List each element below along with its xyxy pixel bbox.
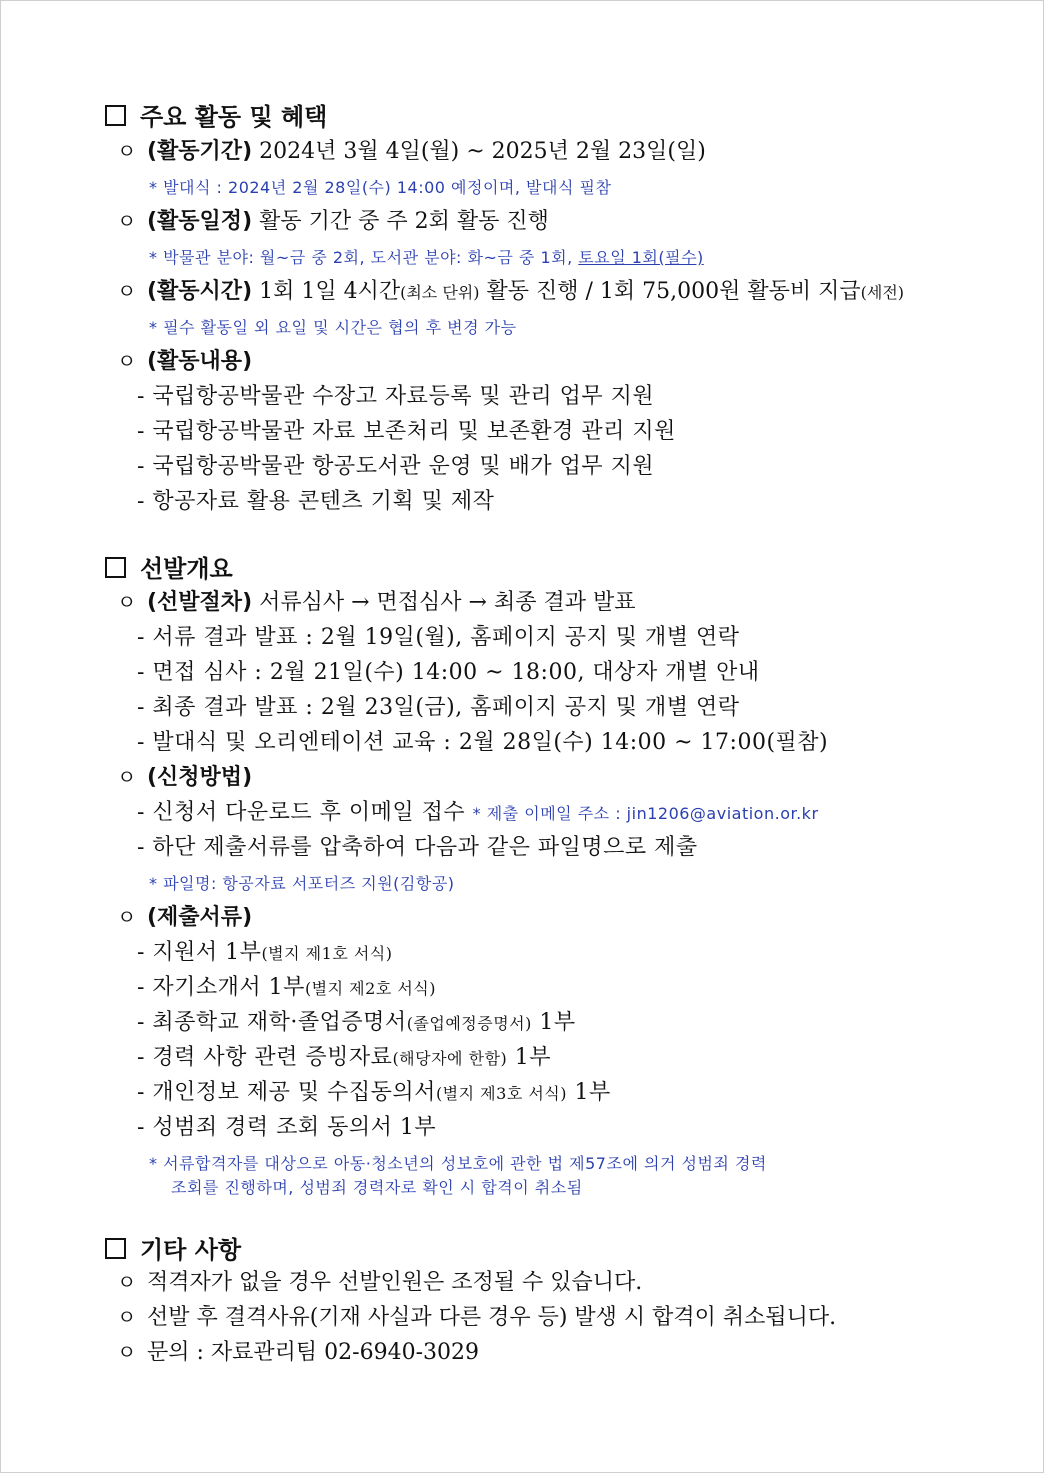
time-text-c: 활동 진행 / 1회 75,000원 활동비 지급	[479, 279, 861, 304]
apply-label: (신청방법)	[147, 765, 253, 790]
activity-schedule	[117, 204, 549, 235]
doc-count: 1부	[507, 1045, 551, 1070]
procedure-label: (선발절차)	[147, 590, 253, 615]
list-item	[137, 970, 436, 1001]
period-note: * 발대식 : 2024년 2월 28일(수) 14:00 예정이며, 발대식 필참	[149, 178, 612, 197]
doc-name: - 지원서 1부	[137, 940, 262, 965]
list-item: - 서류 결과 발표 : 2월 19일(월), 홈페이지 공지 및 개별 연락	[137, 625, 740, 650]
circle-bullet-icon: ㅇ	[117, 209, 137, 233]
etc-item	[117, 1335, 479, 1366]
checkbox-square-icon	[105, 1238, 126, 1259]
period-label: (활동기간)	[147, 139, 253, 164]
schedule-note-text: * 박물관 분야: 월~금 중 2회, 도서관 분야: 화~금 중 1회,	[149, 248, 579, 267]
submit-docs	[117, 900, 252, 931]
doc-name: - 경력 사항 관련 증빙자료	[137, 1045, 393, 1070]
list-item: - 발대식 및 오리엔테이션 교육 : 2월 28일(수) 14:00 ~ 17:00(필참)	[137, 730, 829, 755]
section-title-text: 주요 활동 및 혜택	[140, 103, 328, 131]
email-note: * 제출 이메일 주소 : jin1206@aviation.or.kr	[472, 804, 819, 823]
etc-item	[117, 1265, 642, 1296]
etc-item-text: 적격자가 없을 경우 선발인원은 조정될 수 있습니다.	[147, 1270, 643, 1295]
docs-label: (제출서류)	[147, 905, 253, 930]
doc-detail: (별지 제2호 서식)	[304, 979, 437, 998]
circle-bullet-icon: ㅇ	[117, 139, 137, 163]
circle-bullet-icon: ㅇ	[117, 905, 137, 929]
list-item	[137, 1005, 576, 1036]
circle-bullet-icon: ㅇ	[117, 349, 137, 373]
section-title-selection	[105, 549, 233, 584]
time-note: * 필수 활동일 외 요일 및 시간은 협의 후 변경 가능	[149, 318, 517, 337]
list-item: - 항공자료 활용 콘텐츠 기획 및 제작	[137, 489, 495, 514]
list-item	[137, 1110, 436, 1141]
section-title-text: 기타 사항	[140, 1236, 242, 1264]
section-title-activities	[105, 97, 327, 132]
filename-note: * 파일명: 항공자료 서포터즈 지원(김항공)	[149, 874, 455, 893]
list-item	[137, 1040, 551, 1071]
schedule-label: (활동일정)	[147, 209, 253, 234]
doc-detail: (별지 제1호 서식)	[261, 944, 393, 963]
circle-bullet-icon: ㅇ	[117, 590, 137, 614]
schedule-note	[149, 245, 704, 268]
list-item: - 면접 심사 : 2월 21일(수) 14:00 ~ 18:00, 대상자 개별 안내	[137, 660, 760, 685]
selection-procedure	[117, 585, 635, 616]
list-item	[137, 1075, 611, 1106]
circle-bullet-icon: ㅇ	[117, 1305, 137, 1329]
docs-note-line1: * 서류합격자를 대상으로 아동·청소년의 성보호에 관한 법 제57조에 의거 성범죄 경력	[149, 1154, 767, 1173]
activity-period	[117, 134, 706, 165]
period-text: 2024년 3월 4일(월) ~ 2025년 2월 23일(일)	[252, 139, 706, 164]
docs-note-line2: 조회를 진행하며, 성범죄 경력자로 확인 시 합격이 취소됨	[171, 1178, 583, 1197]
section-title-text: 선발개요	[140, 555, 233, 583]
list-item: - 최종 결과 발표 : 2월 23일(금), 홈페이지 공지 및 개별 연락	[137, 695, 740, 720]
list-item: - 국립항공박물관 자료 보존처리 및 보존환경 관리 지원	[137, 419, 676, 444]
doc-count: 1부	[531, 1010, 576, 1035]
doc-name: - 자기소개서 1부	[137, 975, 305, 1000]
activity-time	[117, 274, 904, 305]
section-title-etc	[105, 1230, 241, 1265]
circle-bullet-icon: ㅇ	[117, 1270, 137, 1294]
activity-content	[117, 344, 252, 375]
circle-bullet-icon: ㅇ	[117, 1340, 137, 1364]
list-item	[137, 935, 393, 966]
schedule-note-underlined: 토요일 1회(필수)	[578, 248, 704, 267]
doc-detail: (별지 제3호 서식)	[435, 1084, 568, 1103]
apply-item-text: - 신청서 다운로드 후 이메일 접수	[137, 800, 473, 825]
etc-item	[117, 1300, 836, 1331]
list-item: - 국립항공박물관 항공도서관 운영 및 배가 업무 지원	[137, 454, 655, 479]
doc-detail: (해당자에 한함)	[392, 1049, 508, 1068]
doc-name: - 개인정보 제공 및 수집동의서	[137, 1080, 436, 1105]
doc-detail: (졸업예정증명서)	[406, 1014, 532, 1033]
procedure-text: 서류심사 → 면접심사 → 최종 결과 발표	[252, 590, 636, 615]
etc-item-text: 문의 : 자료관리팀 02-6940-3029	[147, 1340, 479, 1365]
time-text-d: (세전)	[860, 283, 905, 302]
checkbox-square-icon	[105, 557, 126, 578]
doc-name: - 성범죄 경력 조회 동의서 1부	[137, 1115, 437, 1140]
time-text-a: 1회 1일 4시간	[252, 279, 401, 304]
etc-item-text: 선발 후 결격사유(기재 사실과 다른 경우 등) 발생 시 합격이 취소됩니다.	[147, 1305, 837, 1330]
checkbox-square-icon	[105, 105, 126, 126]
list-item: - 국립항공박물관 수장고 자료등록 및 관리 업무 지원	[137, 384, 655, 409]
circle-bullet-icon: ㅇ	[117, 765, 137, 789]
doc-count: 1부	[567, 1080, 611, 1105]
circle-bullet-icon: ㅇ	[117, 279, 137, 303]
doc-name: - 최종학교 재학·졸업증명서	[137, 1010, 407, 1035]
time-text-b: (최소 단위)	[400, 283, 480, 302]
content-label: (활동내용)	[147, 349, 253, 374]
list-item: - 하단 제출서류를 압축하여 다음과 같은 파일명으로 제출	[137, 835, 698, 860]
schedule-text: 활동 기간 중 주 2회 활동 진행	[252, 209, 549, 234]
list-item	[137, 795, 819, 826]
time-label: (활동시간)	[147, 279, 253, 304]
apply-method	[117, 760, 252, 791]
